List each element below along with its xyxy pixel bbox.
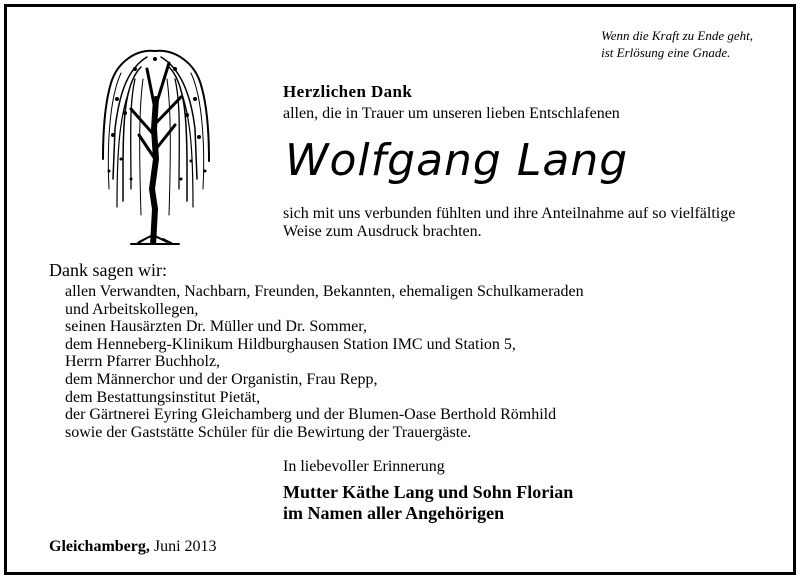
signers-line-1: Mutter Käthe Lang und Sohn Florian bbox=[283, 482, 574, 502]
list-item: seinen Hausärzten Dr. Müller und Dr. Sommer, bbox=[65, 318, 367, 336]
thanks-heading: Dank sagen wir: bbox=[49, 260, 167, 280]
quote-line-1: Wenn die Kraft zu Ende geht, bbox=[601, 28, 753, 43]
list-item: dem Männerchor und der Organistin, Frau Repp, bbox=[65, 370, 378, 388]
list-item: Herrn Pfarrer Buchholz, bbox=[65, 353, 221, 371]
thanks-title: Herzlichen Dank bbox=[283, 82, 413, 101]
list-item: sowie der Gaststätte Schüler für die Bewirtung der Trauergäste. bbox=[65, 423, 472, 441]
after-name-line-2: Weise zum Ausdruck brachten. bbox=[283, 223, 482, 240]
obituary-notice bbox=[4, 4, 796, 575]
place: Gleichamberg, bbox=[49, 538, 150, 555]
place-date bbox=[49, 538, 217, 556]
thanks-list bbox=[65, 283, 584, 441]
list-item: und Arbeitskollegen, bbox=[65, 300, 199, 318]
quote-line-2: ist Erlösung eine Gnade. bbox=[601, 45, 731, 60]
date: Juni 2013 bbox=[153, 538, 217, 555]
list-item: dem Henneberg-Klinikum Hildburghausen Station IMC und Station 5, bbox=[65, 335, 516, 353]
memory-line: In liebevoller Erinnerung bbox=[283, 458, 445, 475]
signers-line-2: im Namen aller Angehörigen bbox=[283, 503, 505, 523]
signers bbox=[283, 482, 573, 524]
intro-line: allen, die in Trauer um unseren lieben Entschlafenen bbox=[283, 105, 620, 122]
list-item: dem Bestattungsinstitut Pietät, bbox=[65, 388, 261, 406]
list-item: der Gärtnerei Eyring Gleichamberg und der Blumen-Oase Berthold Römhild bbox=[65, 406, 557, 424]
list-item: allen Verwandten, Nachbarn, Freunden, Bekannten, ehemaligen Schulkameraden bbox=[65, 283, 584, 300]
deceased-name: Wolfgang Lang bbox=[285, 135, 629, 186]
weeping-willow-tree-icon bbox=[95, 39, 217, 245]
after-name-line-1: sich mit uns verbunden fühlten und ihre Anteilnahme auf so vielfältige bbox=[283, 205, 736, 222]
quote bbox=[601, 27, 753, 61]
